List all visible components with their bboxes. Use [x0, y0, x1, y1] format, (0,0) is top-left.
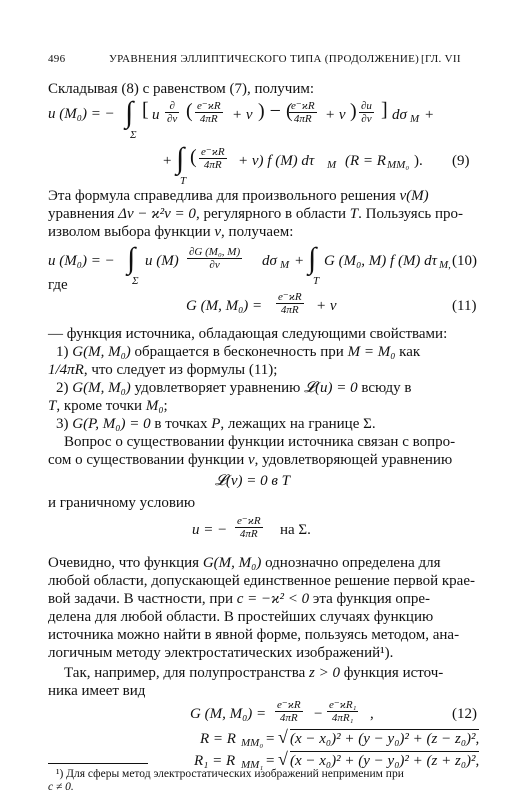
eq-dsigma: dσ: [392, 107, 407, 123]
text-line: Эта формула справедлива для произвольного решения v(M): [48, 188, 429, 204]
frac-d-dnu: ∂ ∂ν: [167, 100, 178, 125]
equation-9-line-1: [48, 105, 115, 145]
eq-L-v: 𝓛(v) = 0 в T: [215, 473, 291, 489]
text-line: изволом выбора функции v, получаем:: [48, 224, 294, 240]
paren-open-2: (: [190, 146, 197, 168]
eq12-minus: −: [314, 706, 323, 722]
r1-rhs: (x − x₀)² + (y − y₀)² + (z + z₀)²,: [290, 753, 480, 769]
integral-sign-4: ∫: [308, 242, 317, 275]
footnote-line-1: ¹) Для сферы метод электростатических изображений неприменим при: [56, 768, 404, 780]
text-where: где: [48, 277, 68, 293]
integral-domain-sigma-2: Σ: [132, 275, 139, 287]
bracket-close: ]: [381, 99, 388, 121]
text-line: делена для любой области. В простейших случаях функцию: [48, 609, 434, 625]
property-2: 2) G(M, M₀) удовлетворяет уравнению 𝓛(u) = 0 всюду в: [56, 380, 412, 396]
bracket-open: [: [142, 99, 149, 121]
eq12-comma: ,: [370, 706, 374, 722]
r-rhs: (x − x₀)² + (y − y₀)² + (z − z₀)²,: [290, 731, 480, 747]
paren-open: (: [186, 100, 193, 122]
eq-condition-sub: MM₀: [387, 159, 410, 171]
text-line: и граничному условию: [48, 495, 196, 511]
frac-exp-4piR-3: $\frac{e^-ϰR}{4\pi R}$: [201, 146, 225, 171]
sqrt-sign-2: √: [278, 749, 288, 769]
equation-number-10: (10): [452, 253, 477, 269]
running-title: УРАВНЕНИЯ ЭЛЛИПТИЧЕСКОГО ТИПА (ПРОДОЛЖЕНИЕ): [109, 53, 420, 65]
text-line: уравнения Δv − ϰ²v = 0, регулярного в области T. Пользуясь про-: [48, 206, 463, 222]
eq-plus: +: [163, 153, 172, 169]
frac-exp-4piR-4: $\frac{e^-ϰR}{4\pi R}$: [278, 291, 302, 316]
eq11-tail: + v: [316, 298, 337, 314]
chapter-label: [ГЛ. VII: [421, 53, 461, 65]
text-line: Так, например, для полупространства z > 0 функция источ-: [64, 665, 444, 681]
text-line: ника имеет вид: [48, 683, 146, 699]
integral-sign-2: ∫: [176, 142, 185, 175]
sqrt-sign: √: [278, 727, 288, 747]
equation-number-9: (9): [452, 153, 470, 169]
eq10-lhs: u (M₀) = −: [48, 253, 115, 269]
property-1: 1) G(M, M₀) обращается в бесконечность при M = M₀ как: [56, 344, 421, 360]
eq-plus-v-2: + v: [325, 107, 346, 123]
text-line: вой задачи. В частности, при c = −ϰ² < 0 эта функция опре-: [48, 591, 431, 607]
frac-exp-4piR-6: $\frac{e^-ϰR}{4\pi R}$: [277, 699, 301, 724]
text-line: сом о существовании функции v, удовлетворяющей уравнению: [48, 452, 453, 468]
frac-exp-4piR1: $\frac{\text{e⁻ϰR₁}}{\text{4πR₁}}$: [329, 699, 357, 724]
r1-eq: =: [266, 753, 275, 769]
r-lhs-sub: MM₀: [241, 737, 264, 749]
paren-close: ): [350, 100, 357, 122]
eq-lhs: u (M₀) = −: [48, 106, 115, 122]
eq10-plus: +: [295, 253, 304, 269]
bc-tail: на Σ.: [280, 522, 311, 538]
eq12-lhs: G (M, M₀) =: [190, 706, 267, 722]
eq-plus-v: + v: [232, 107, 253, 123]
bc-lhs: u = −: [192, 522, 228, 538]
property-1-cont: 1/4πR, что следует из формулы (11);: [48, 362, 278, 378]
frac-du-dnu: $\frac{\partial u}{\partial\nu}$: [361, 100, 372, 125]
integral-domain-sigma: Σ: [130, 129, 137, 141]
paren-minus: ) − (: [258, 100, 293, 122]
eq-condition: (R = R: [345, 153, 386, 169]
text-line: Вопрос о существовании функции источника связан с вопро-: [64, 434, 456, 450]
footnote-line-2: c ≠ 0.: [48, 781, 74, 793]
eq10-tail-sub: M,: [439, 259, 451, 271]
text-line: Очевидно, что функция G(M, M₀) однозначно определена для: [48, 555, 441, 571]
integral-domain-T: T: [180, 175, 187, 187]
property-3: 3) G(P, M₀) = 0 в точках P, лежащих на границе Σ.: [56, 416, 376, 432]
eq-u: u: [152, 107, 160, 123]
eq-v-f-dtau: + v) f (M) dτ: [238, 153, 315, 169]
text-line: — функция источника, обладающая следующими свойствами:: [48, 326, 448, 342]
page-number: 496: [48, 53, 66, 65]
property-2-cont: T, кроме точки M₀;: [48, 398, 168, 414]
eq-dsigma-sub: M: [410, 113, 420, 125]
r1-lhs-sub: MM₁: [241, 759, 264, 771]
integral-sign-3: ∫: [127, 242, 136, 275]
text-line: источника можно найти в явной форме, пользуясь методом, ана-: [48, 627, 460, 643]
eq10-tail: G (M₀, M) f (M) dτ: [324, 253, 438, 269]
eq10-dsigma-sub: M: [280, 259, 290, 271]
equation-number-12: (12): [452, 706, 477, 722]
text-line: Складывая (8) с равенством (7), получим:: [48, 81, 315, 97]
footnote-rule: [48, 763, 148, 764]
frac-exp-4piR: $\frac{e^-ϰR}{4\pi R}$: [197, 100, 221, 125]
eq10-dsigma: dσ: [262, 253, 277, 269]
eq-condition-end: ).: [414, 153, 423, 169]
text-line: логичным методу электростатических изображений¹).: [48, 645, 394, 661]
frac-exp-4piR-5: $\frac{e^-ϰR}{4\pi R}$: [237, 515, 261, 540]
frac-dG-dnu: $\frac{\text{∂G (M₀, M)}}{\partial\nu}$: [189, 246, 241, 271]
eq10-u: u (M): [145, 253, 179, 269]
text-line: любой области, допускающей единственное решение первой крае-: [48, 573, 475, 589]
eq-plus-end: +: [425, 107, 434, 123]
r-lhs: R = R: [200, 731, 236, 747]
integral-sign: ∫: [125, 96, 134, 129]
frac-exp-4piR-2: $\frac{e^-ϰR}{4\pi R}$: [291, 100, 315, 125]
r1-lhs: R₁ = R: [194, 753, 236, 769]
eq-dtau-sub: M: [327, 159, 337, 171]
r-eq: =: [266, 731, 275, 747]
equation-number-11: (11): [452, 298, 477, 314]
integral-domain-T-2: T: [313, 275, 320, 287]
eq11-lhs: G (M, M₀) =: [186, 298, 263, 314]
